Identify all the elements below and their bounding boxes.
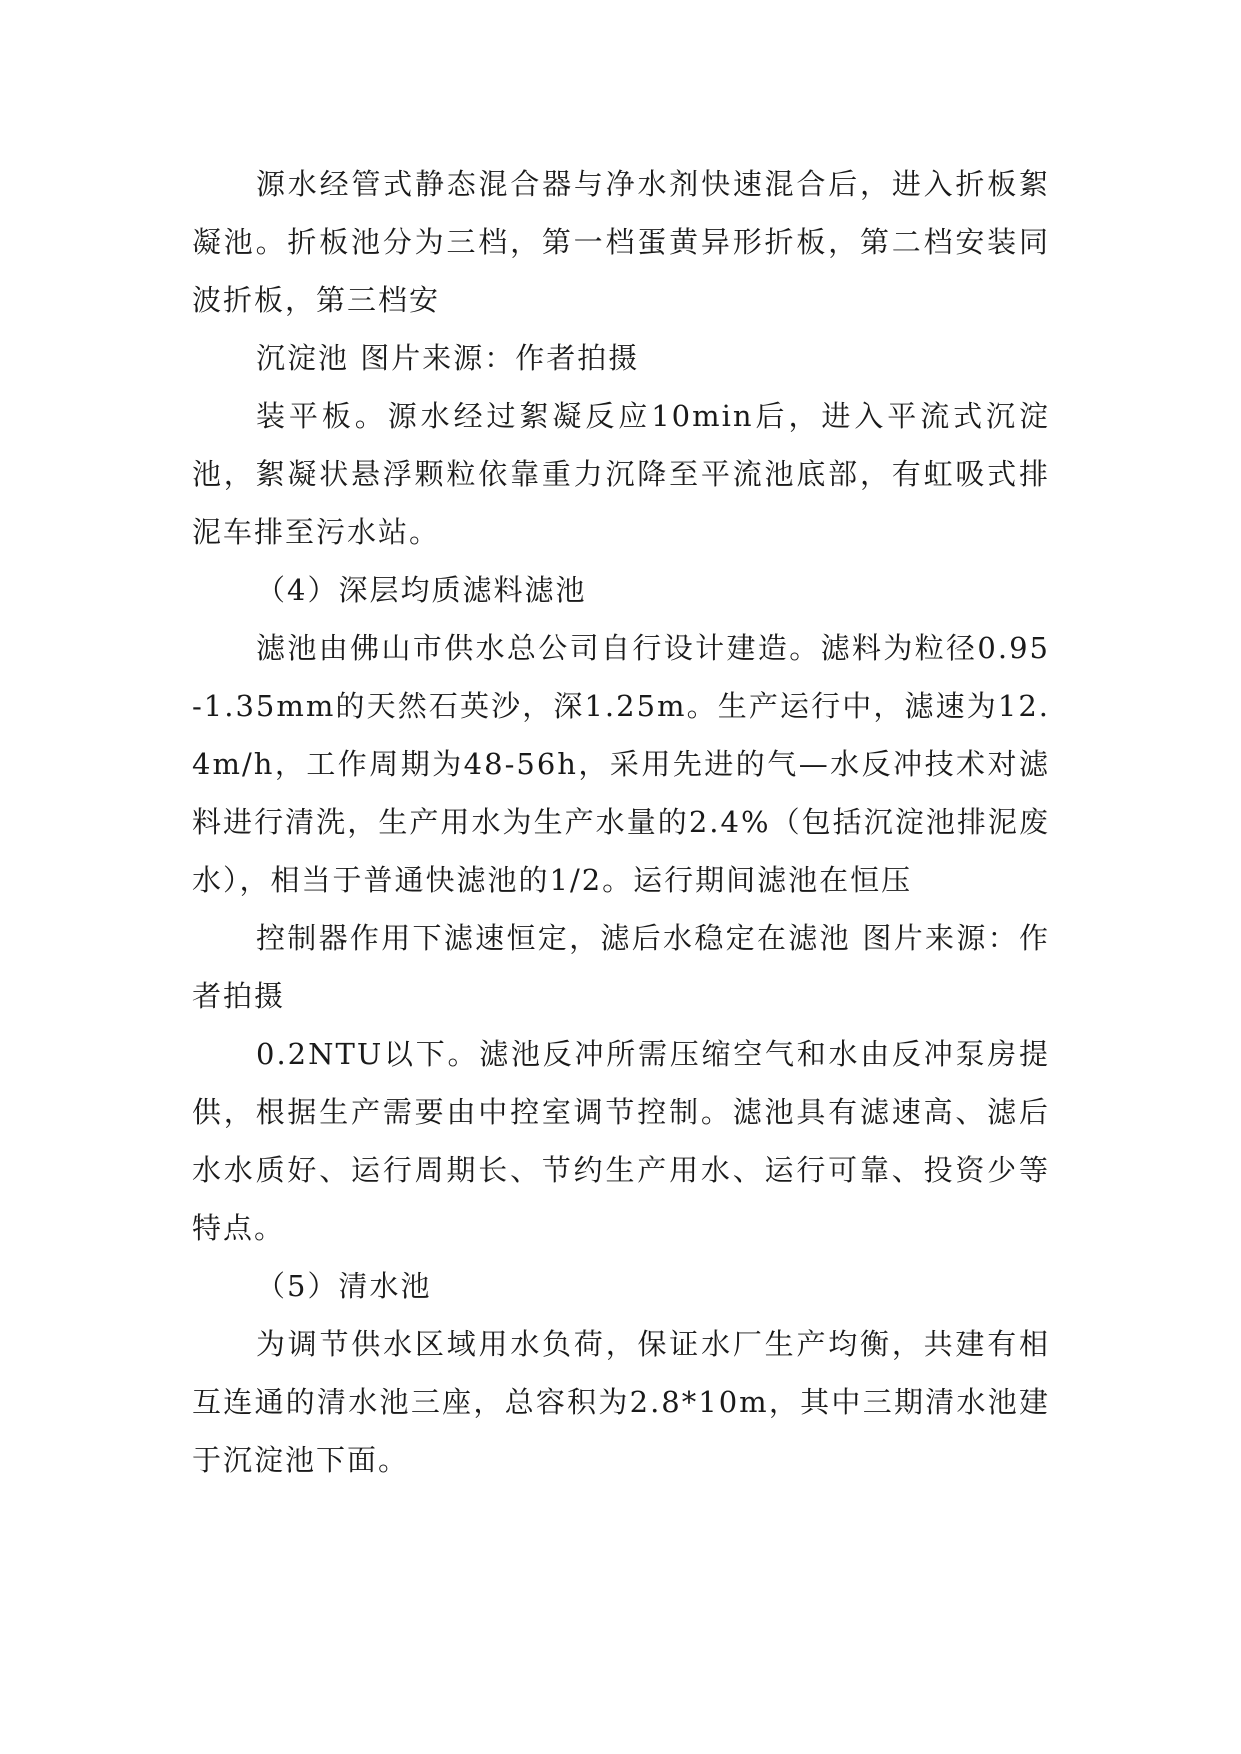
image-caption-sedimentation-tank: 沉淀池 图片来源：作者拍摄 — [256, 341, 640, 375]
section-heading-clear-water-tank: （5）清水池 — [256, 1269, 432, 1303]
paragraph-filter-features: 0.2NTU以下。滤池反冲所需压缩空气和水由反冲泵房提供，根据生产需要由中控室调节控制。滤池具有滤速高、滤后水水质好、运行周期长、节约生产用水、运行可靠、投资少等特点。 — [192, 1037, 1050, 1245]
paragraph-filter-control-caption: 控制器作用下滤速恒定，滤后水稳定在滤池 图片来源：作者拍摄 — [192, 921, 1050, 1013]
paragraph-clear-water-tank: 为调节供水区域用水负荷，保证水厂生产均衡，共建有相互连通的清水池三座，总容积为2.8*10m，其中三期清水池建于沉淀池下面。 — [192, 1327, 1050, 1477]
section-heading-filter: （4）深层均质滤料滤池 — [256, 573, 587, 607]
paragraph-sedimentation: 装平板。源水经过絮凝反应10min后，进入平流式沉淀池，絮凝状悬浮颗粒依靠重力沉降至平流池底部，有虹吸式排泥车排至污水站。 — [192, 399, 1050, 549]
paragraph-filter-description: 滤池由佛山市供水总公司自行设计建造。滤料为粒径0.95-1.35mm的天然石英沙，深1.25m。生产运行中，滤速为12.4m/h，工作周期为48-56h，采用先进的气—水反冲技术对滤料进行清洗，生产用水为生产水量的2.4%（包括沉淀池排泥废水），相当于普通快滤池的1/2。运行期间滤池在恒压 — [192, 631, 1050, 897]
document-body — [192, 155, 1050, 1489]
paragraph-flocculation-tank: 源水经管式静态混合器与净水剂快速混合后，进入折板絮凝池。折板池分为三档，第一档蛋黄异形折板，第二档安装同波折板，第三档安 — [192, 167, 1050, 317]
